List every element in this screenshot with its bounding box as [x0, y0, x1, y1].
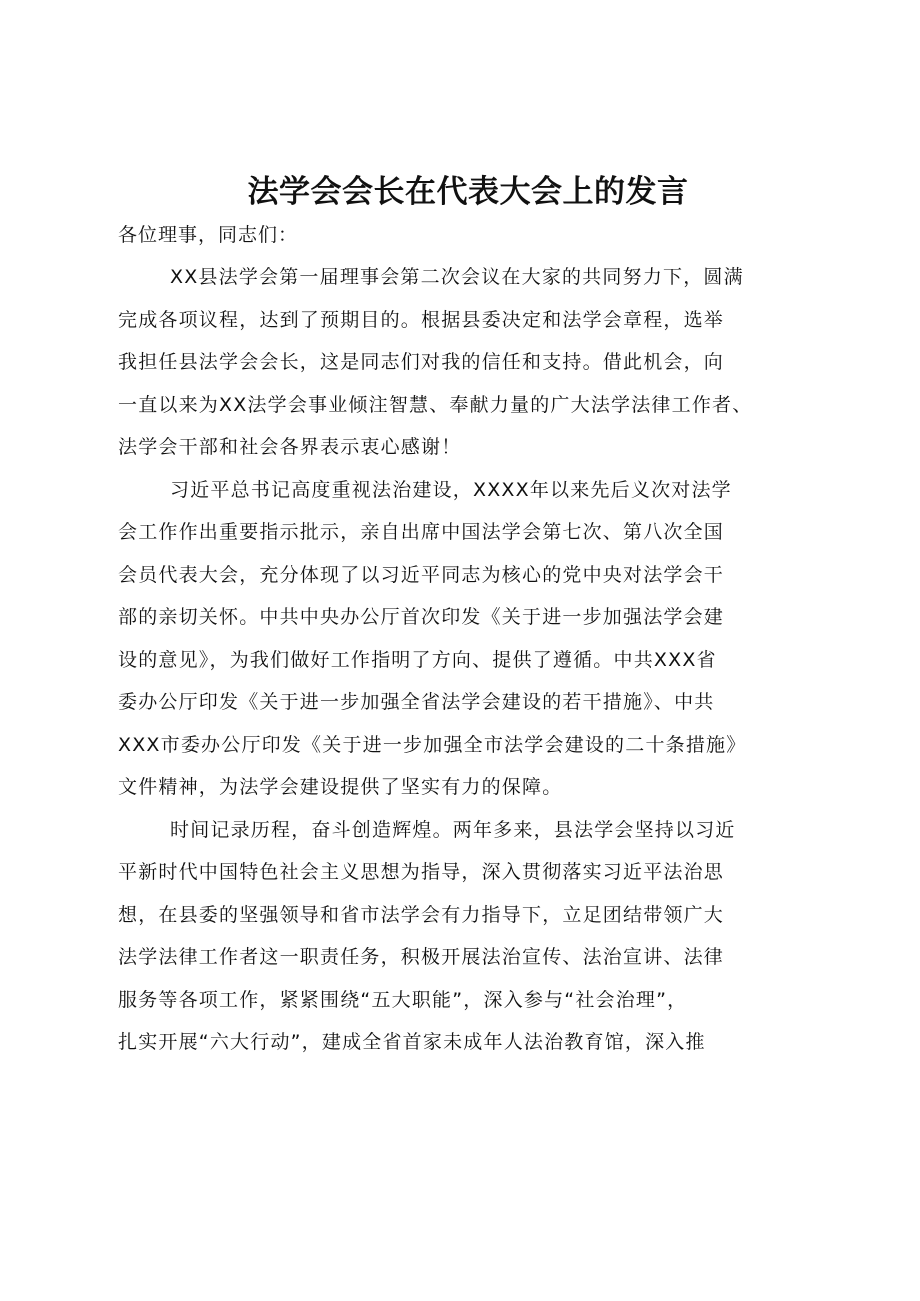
- paragraph-line: 文件精神，为法学会建设提供了坚实有力的保障。: [118, 776, 563, 798]
- paragraph-line: 部的亲切关怀。中共中央办公厅首次印发《关于进一步加强法学会建: [118, 606, 725, 628]
- paragraph-line: 一直以来为XX法学会事业倾注智慧、奉献力量的广大法学法律工作者、: [118, 393, 753, 416]
- paragraph-line: 习近平总书记高度重视法治建设，XXXX年以来先后义次对法学: [170, 478, 732, 501]
- paragraph-line: 法学法律工作者这一职责任务，积极开展法治宣传、法治宣讲、法律: [118, 946, 725, 968]
- paragraph-line: 时间记录历程，奋斗创造辉煌。两年多来，县法学会坚持以习近: [170, 818, 736, 841]
- paragraph-2: [118, 469, 818, 809]
- paragraph-line: 委办公厅印发《关于进一步加强全省法学会建设的若干措施》、中共: [118, 691, 715, 713]
- paragraph-line: XX县法学会第一届理事会第二次会议在大家的共同努力下，圆满: [170, 266, 744, 288]
- paragraph-line: 完成各项议程，达到了预期目的。根据县委决定和法学会章程，选举: [118, 308, 725, 331]
- paragraph-line: 服务等各项工作，紧紧围绕“五大职能”，深入参与“社会治理”，: [118, 988, 688, 1011]
- paragraph-line: 平新时代中国特色社会主义思想为指导，深入贯彻落实习近平法治思: [118, 861, 725, 883]
- document-page: [118, 170, 818, 1064]
- paragraph-line: 法学会干部和社会各界表示衷心感谢！: [118, 436, 462, 458]
- paragraph-line: 扎实开展“六大行动”，建成全省首家未成年人法治教育馆，深入推: [118, 1031, 706, 1053]
- paragraph-line: 设的意见》，为我们做好工作指明了方向、提供了遵循。中共XXX省: [118, 648, 717, 671]
- paragraph-line: 我担任县法学会会长，这是同志们对我的信任和支持。借此机会，向: [118, 351, 725, 373]
- paragraph-line: XXX市委办公厅印发《关于进一步加强全市法学会建设的二十条措施》: [118, 733, 747, 756]
- paragraph-line: 想，在县委的坚强领导和省市法学会有力指导下，立足团结带领广大: [118, 903, 725, 926]
- document-title: 法学会会长在代表大会上的发言: [247, 174, 689, 210]
- paragraph-line: 会员代表大会，充分体现了以习近平同志为核心的党中央对法学会干: [118, 563, 725, 586]
- paragraph-1: [118, 256, 818, 469]
- paragraph-line: 会工作作出重要指示批示，亲自出席中国法学会第七次、第八次全国: [118, 521, 725, 543]
- paragraph-3: [118, 809, 818, 1064]
- salutation: 各位理事，同志们：: [118, 224, 299, 246]
